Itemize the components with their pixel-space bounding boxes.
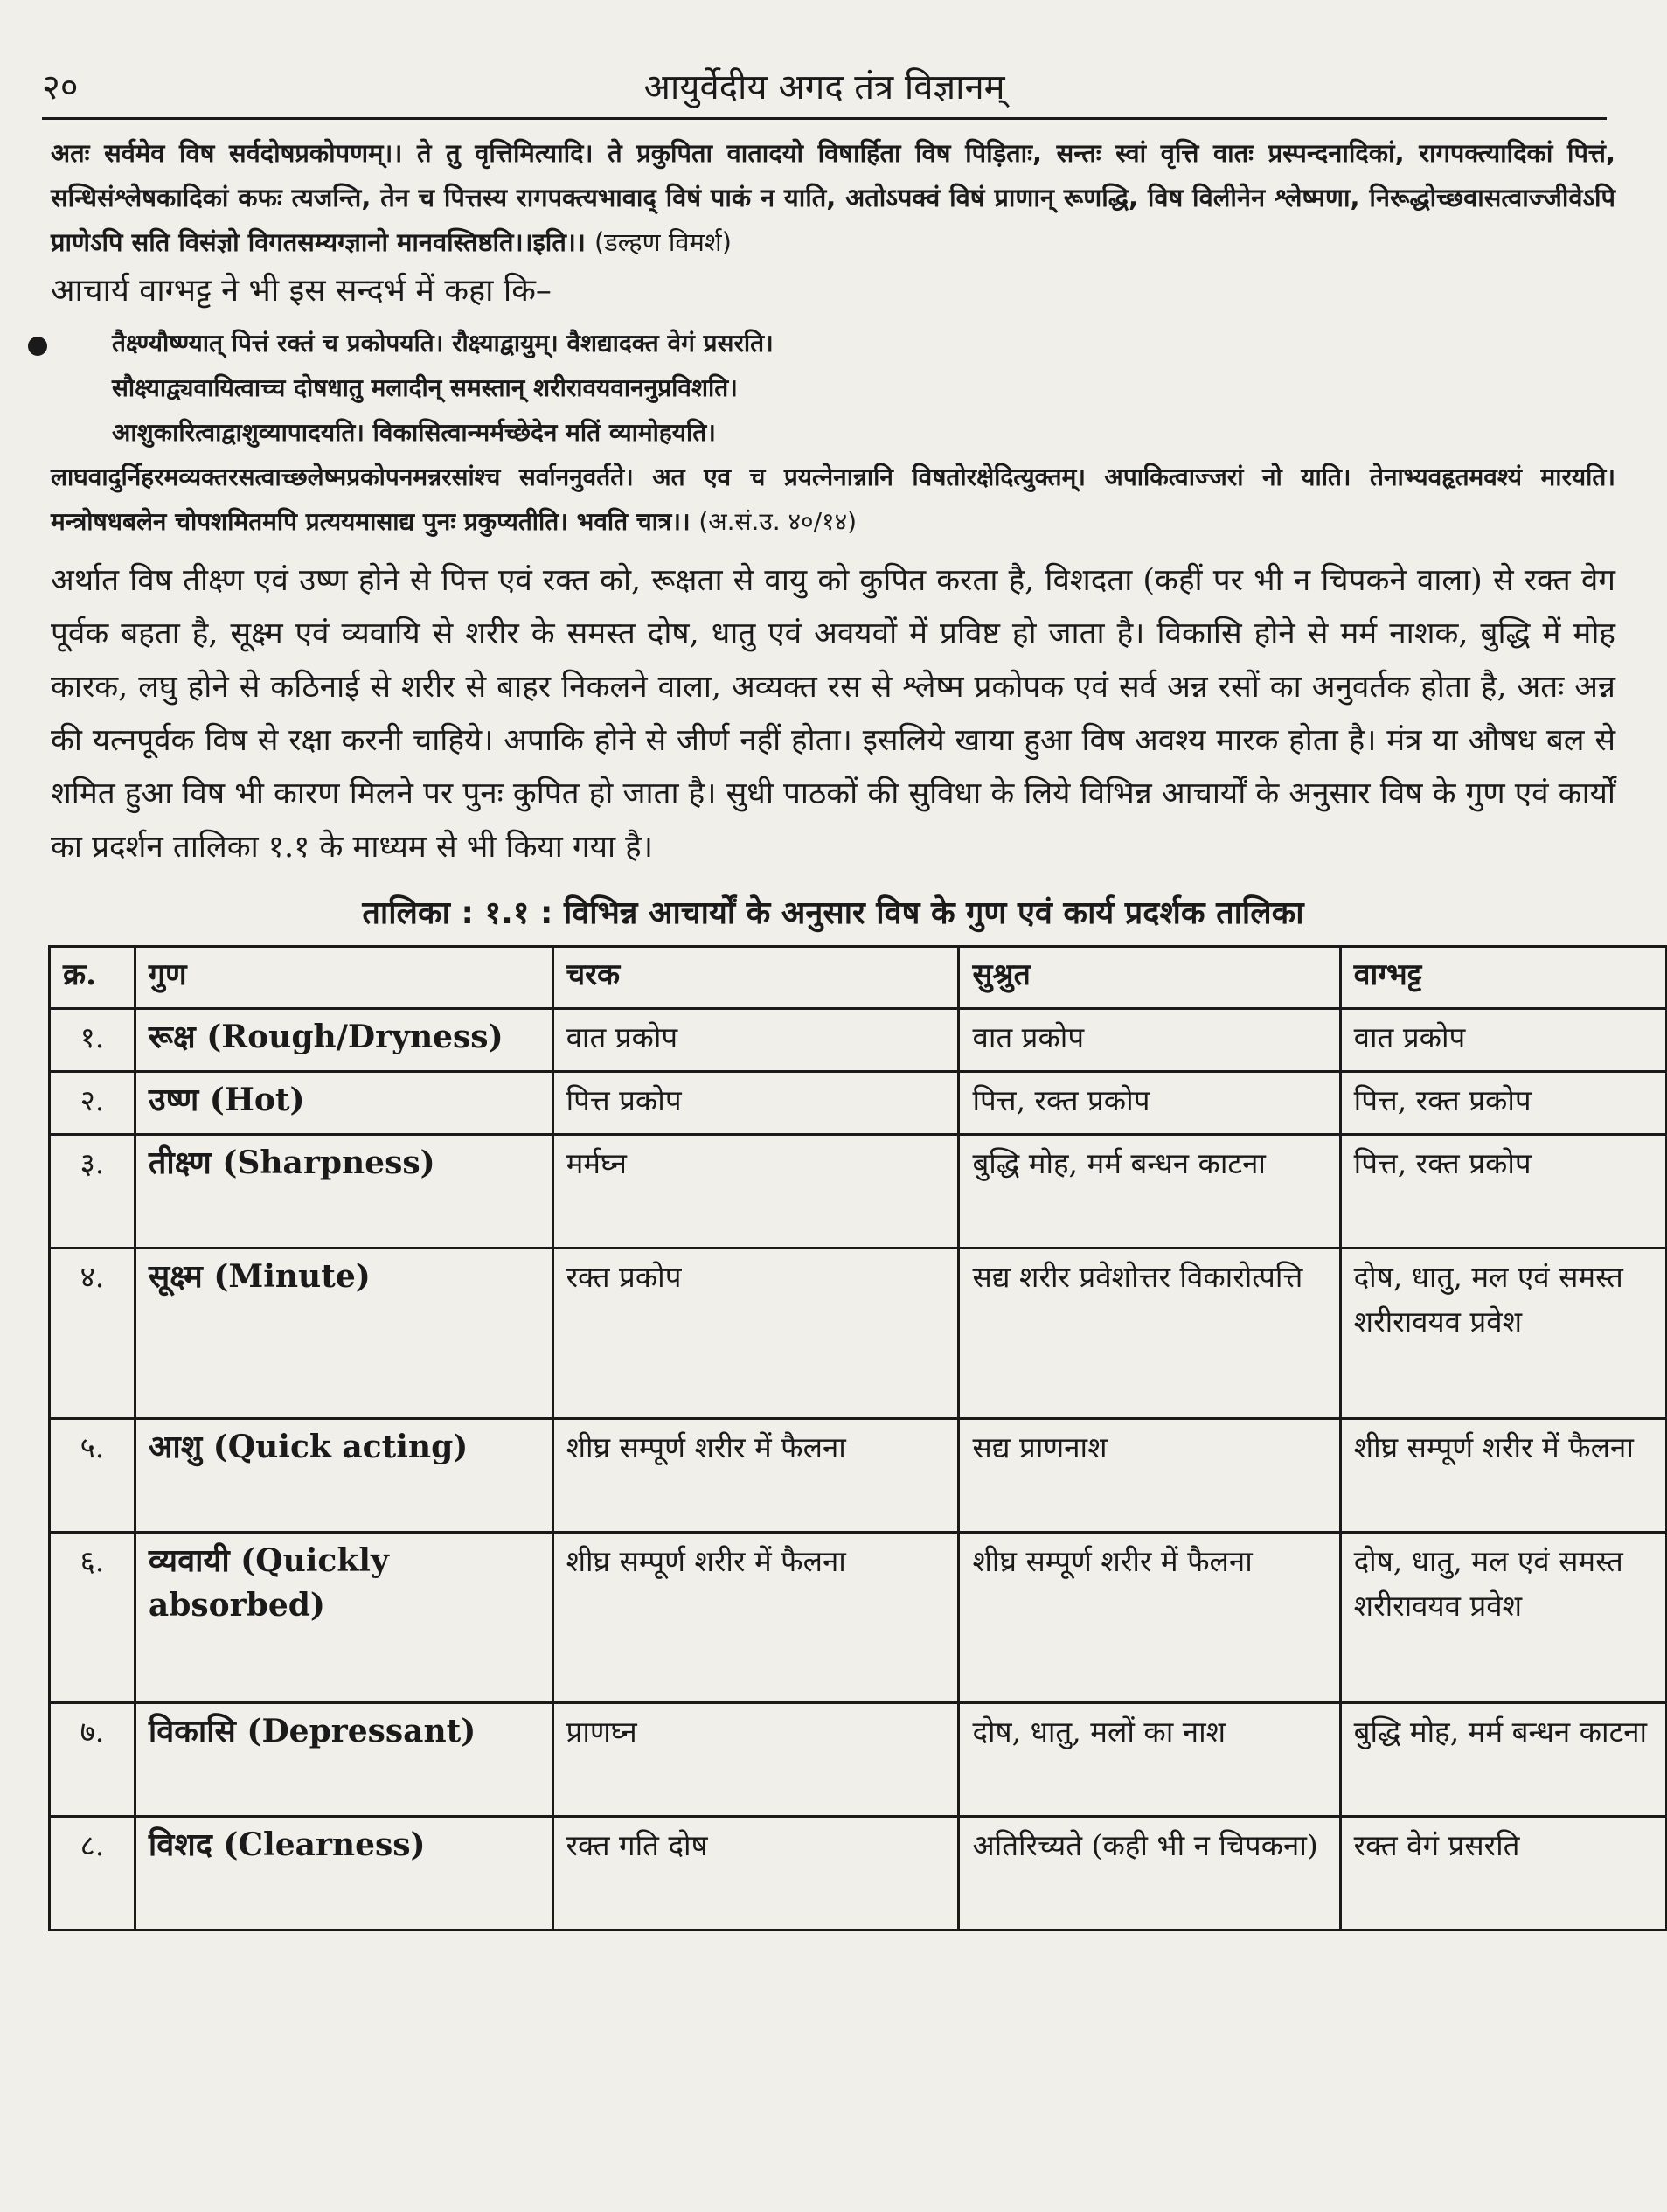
row-charaka: प्राणघ्न bbox=[552, 1703, 959, 1817]
row-sushruta: दोष, धातु, मलों का नाश bbox=[959, 1703, 1340, 1817]
row-vagbhata: पित्त, रक्त प्रकोप bbox=[1340, 1072, 1666, 1135]
row-number: ५. bbox=[50, 1419, 135, 1533]
row-charaka: वात प्रकोप bbox=[552, 1009, 959, 1072]
page-content bbox=[51, 131, 1648, 1931]
row-sushruta: सद्य शरीर प्रवेशोत्तर विकारोत्पत्ति bbox=[959, 1249, 1340, 1419]
running-title: आयुर्वेदीय अगद तंत्र विज्ञानम् bbox=[643, 67, 1005, 108]
row-charaka: मर्मघ्न bbox=[552, 1135, 959, 1249]
verse-tail bbox=[51, 455, 1615, 544]
commentary-source: (डल्हण विमर्श) bbox=[594, 227, 732, 257]
commentary-paragraph bbox=[51, 131, 1615, 265]
table-row bbox=[50, 1419, 1667, 1533]
page-header bbox=[42, 54, 1607, 120]
row-vagbhata: दोष, धातु, मल एवं समस्त शरीरावयव प्रवेश bbox=[1340, 1533, 1666, 1703]
verse-tail-text: लाघवादुर्निहरमव्यक्तरसत्वाच्छलेष्मप्रकोपनमन्नरसांश्च सर्वाननुवर्तते। अत एव च प्रयत्नेनान्नानि विषतोरक्षेदित्युक्तम्। अपाकित्वाज्जरां नो याति। तेनाभ्यवहृतमवश्यं मारयति। मन्त्रोषधबलेन चोपशमितमपि प्रत्ययमासाद्य पुनः प्रकुप्यतीति। भवति चात्र।। bbox=[51, 463, 1615, 536]
verse-source: (अ.सं.उ. ४०/१४) bbox=[698, 507, 858, 536]
row-number: ८. bbox=[50, 1817, 135, 1930]
row-sushruta: पित्त, रक्त प्रकोप bbox=[959, 1072, 1340, 1135]
table-header-row bbox=[50, 947, 1667, 1009]
row-number: १. bbox=[50, 1009, 135, 1072]
row-guna: आशु (Quick acting) bbox=[135, 1419, 552, 1533]
table-row bbox=[50, 1009, 1667, 1072]
properties-table bbox=[48, 945, 1667, 1931]
table-caption: तालिका : १.१ : विभिन्न आचार्यों के अनुसार विष के गुण एवं कार्य प्रदर्शक तालिका bbox=[362, 895, 1304, 931]
row-number: ३. bbox=[50, 1135, 135, 1249]
table-row bbox=[50, 1533, 1667, 1703]
header-cell-guna: गुण bbox=[135, 947, 552, 1009]
row-sushruta: वात प्रकोप bbox=[959, 1009, 1340, 1072]
header-cell-number: क्र. bbox=[50, 947, 135, 1009]
header-cell-sushruta: सुश्रुत bbox=[959, 947, 1340, 1009]
row-charaka: रक्त गति दोष bbox=[552, 1817, 959, 1930]
bullet-icon bbox=[28, 337, 47, 356]
table-row bbox=[50, 1249, 1667, 1419]
header-cell-vagbhata: वाग्भट्ट bbox=[1340, 947, 1666, 1009]
row-charaka: रक्त प्रकोप bbox=[552, 1249, 959, 1419]
row-vagbhata: वात प्रकोप bbox=[1340, 1009, 1666, 1072]
commentary-text: अतः सर्वमेव विष सर्वदोषप्रकोपणम्।। ते तु वृत्तिमित्यादि। ते प्रकुपिता वातादयो विषार्हिता विष पिड़िताः, सन्तः स्वां वृत्ति वातः प्रस्पन्दनादिकां, रागपक्त्यादिकां पित्तं, सन्धिसंश्लेषकादिकां कफः त्यजन्ति, तेन च पित्तस्य रागपक्त्यभावाद् विषं पाकं न याति, अतोऽपक्वं विषं प्राणान् रूणद्धि, विष विलीनेन श्लेष्मणा, निरूद्धोच्छवासत्वाज्जीवेऽपि प्राणेऽपि सति विसंज्ञो विगतसम्यग्ज्ञानो मानवस्तिष्ठति।।इति।। bbox=[51, 138, 1615, 257]
table-row bbox=[50, 1072, 1667, 1135]
row-charaka: शीघ्र सम्पूर्ण शरीर में फैलना bbox=[552, 1533, 959, 1703]
row-number: ४. bbox=[50, 1249, 135, 1419]
row-vagbhata: रक्त वेगं प्रसरति bbox=[1340, 1817, 1666, 1930]
intro-line: आचार्य वाग्भट्ट ने भी इस सन्दर्भ में कहा कि– bbox=[51, 273, 552, 309]
verse-line-2: सौक्ष्याद्व्यवायित्वाच्च दोषधातु मलादीन् समस्तान् शरीरावयवाननुप्रविशति। bbox=[112, 373, 738, 402]
row-guna: उष्ण (Hot) bbox=[135, 1072, 552, 1135]
row-vagbhata: पित्त, रक्त प्रकोप bbox=[1340, 1135, 1666, 1249]
verse-line-1: तैक्ष्ण्यौष्ण्यात् पित्तं रक्तं च प्रकोपयति। रौक्ष्याद्वायुम्। वैशद्यादक्त वेगं प्रसरति। bbox=[112, 329, 774, 358]
verse-block bbox=[51, 321, 1615, 455]
row-vagbhata: शीघ्र सम्पूर्ण शरीर में फैलना bbox=[1340, 1419, 1666, 1533]
row-vagbhata: बुद्धि मोह, मर्म बन्धन काटना bbox=[1340, 1703, 1666, 1817]
row-guna: तीक्ष्ण (Sharpness) bbox=[135, 1135, 552, 1249]
row-sushruta: अतिरिच्यते (कही भी न चिपकना) bbox=[959, 1817, 1340, 1930]
verse-line-3: आशुकारित्वाद्वाशुव्यापादयति। विकासित्वान्मर्मच्छेदेन मतिं व्यामोहयति। bbox=[112, 418, 716, 447]
table-row bbox=[50, 1817, 1667, 1930]
row-charaka: शीघ्र सम्पूर्ण शरीर में फैलना bbox=[552, 1419, 959, 1533]
row-guna: विशद (Clearness) bbox=[135, 1817, 552, 1930]
row-vagbhata: दोष, धातु, मल एवं समस्त शरीरावयव प्रवेश bbox=[1340, 1249, 1666, 1419]
row-guna: सूक्ष्म (Minute) bbox=[135, 1249, 552, 1419]
row-number: ७. bbox=[50, 1703, 135, 1817]
page-number: २० bbox=[42, 67, 79, 108]
row-charaka: पित्त प्रकोप bbox=[552, 1072, 959, 1135]
table-row bbox=[50, 1703, 1667, 1817]
table-row bbox=[50, 1135, 1667, 1249]
row-sushruta: शीघ्र सम्पूर्ण शरीर में फैलना bbox=[959, 1533, 1340, 1703]
row-guna: विकासि (Depressant) bbox=[135, 1703, 552, 1817]
row-guna: व्यवायी (Quickly absorbed) bbox=[135, 1533, 552, 1703]
row-sushruta: बुद्धि मोह, मर्म बन्धन काटना bbox=[959, 1135, 1340, 1249]
row-number: ६. bbox=[50, 1533, 135, 1703]
row-sushruta: सद्य प्राणनाश bbox=[959, 1419, 1340, 1533]
row-number: २. bbox=[50, 1072, 135, 1135]
header-cell-charaka: चरक bbox=[552, 947, 959, 1009]
meaning-paragraph: अर्थात विष तीक्ष्ण एवं उष्ण होने से पित्त एवं रक्त को, रूक्षता से वायु को कुपित करता है, विशदता (कहीं पर भी न चिपकने वाला) से रक्त वेग पूर्वक बहता है, सूक्ष्म एवं व्यवायि से शरीर के समस्त दोष, धातु एवं अवयवों में प्रविष्ट हो जाता है। विकासि होने से मर्म नाशक, बुद्धि में मोह कारक, लघु होने से कठिनाई से शरीर से बाहर निकलने वाला, अव्यक्त रस से श्लेष्म प्रकोपक एवं सर्व अन्न रसों का अनुवर्तक होता है, अतः अन्न की यत्नपूर्वक विष से रक्षा करनी चाहिये। अपाकि होने से जीर्ण नहीं होता। इसलिये खाया हुआ विष अवश्य मारक होता है। मंत्र या औषध बल से शमित हुआ विष भी कारण मिलने पर पुनः कुपित हो जाता है। सुधी पाठकों की सुविधा के लिये विभिन्न आचार्यों के अनुसार विष के गुण एवं कार्यों का प्रदर्शन तालिका १.१ के माध्यम से भी किया गया है। bbox=[51, 563, 1615, 865]
row-guna: रूक्ष (Rough/Dryness) bbox=[135, 1009, 552, 1072]
